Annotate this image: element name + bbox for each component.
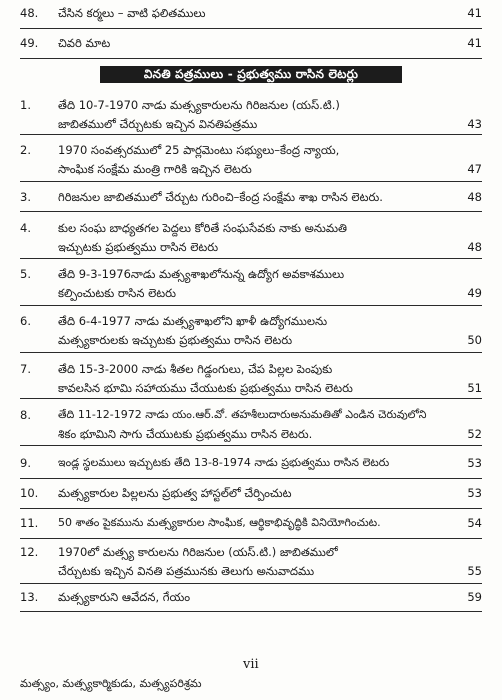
entry-title-line2: జాబితములో చేర్చుటకు ఇచ్చిన వినతిపత్రము bbox=[58, 117, 258, 131]
entry-number: 2. bbox=[20, 143, 31, 157]
entry-page: 49 bbox=[467, 286, 482, 300]
entry-title-line2: సాంఘిక సంక్షేమ మంత్రి గారికి ఇచ్చిన లెటరు bbox=[58, 162, 252, 176]
entry-title-line1: తేది 11-12-1972 నాడు యం.ఆర్.వో. తహశీలుదారుఅనుమతితో ఎండిన చెరువులోని bbox=[58, 408, 427, 421]
entry-page: 48 bbox=[467, 240, 482, 254]
divider bbox=[20, 611, 482, 612]
entry-title-line1: తేది 10-7-1970 నాడు మత్స్యకారులను గిరిజనుల (యస్.టి.) bbox=[58, 98, 340, 112]
entry-title-line1: తేది 15-3-2000 నాడు శీతల గిడ్డంగులు, చేప పిల్లల పెంపుకు bbox=[58, 362, 333, 376]
entry-title-line2: శికం భూమిని సాగు చేయుటకు ప్రభుత్వము రాసిన లెటరు. bbox=[58, 427, 313, 441]
entry-number: 7. bbox=[20, 362, 31, 376]
entry-page: 41 bbox=[467, 6, 482, 20]
entry-page: 41 bbox=[467, 36, 482, 50]
divider bbox=[20, 181, 482, 182]
divider bbox=[20, 28, 482, 29]
entry-number: 6. bbox=[20, 314, 31, 328]
entry-page: 47 bbox=[467, 162, 482, 176]
entry-page: 51 bbox=[467, 381, 482, 395]
entry-number: 13. bbox=[20, 590, 39, 604]
entry-page: 50 bbox=[467, 333, 482, 347]
page-number: vii bbox=[243, 657, 259, 672]
entry-number: 9. bbox=[20, 456, 31, 470]
entry-number: 4. bbox=[20, 221, 31, 235]
entry-page: 52 bbox=[467, 427, 482, 441]
entry-title: చివరి మాట bbox=[58, 36, 111, 50]
entry-page: 55 bbox=[467, 564, 482, 578]
divider bbox=[20, 583, 482, 584]
entry-page: 53 bbox=[467, 486, 482, 500]
entry-number: 48. bbox=[20, 6, 39, 20]
entry-title-line1: తేది 6-4-1977 నాడు మత్స్యశాఖలోని ఖాళీ ఉద్యోగములను bbox=[58, 314, 328, 328]
entry-page: 54 bbox=[467, 516, 482, 530]
entry-title-line2: చేర్చుటకు ఇచ్చిన వినతి పత్రమునకు తెలుగు అనువాదము bbox=[58, 564, 315, 578]
entry-number: 1. bbox=[20, 98, 31, 112]
entry-page: 43 bbox=[467, 117, 482, 131]
entry-number: 11. bbox=[20, 516, 39, 530]
entry-title-line1: 1970 సంవత్సరములో 25 పార్లమెంటు సభ్యులు–కేంద్ర న్యాయ, bbox=[58, 143, 340, 157]
divider bbox=[20, 398, 482, 399]
divider bbox=[20, 445, 482, 446]
divider bbox=[20, 258, 482, 259]
entry-page: 59 bbox=[467, 590, 482, 604]
entry-title: చేసిన కర్మలు – వాటి ఫలితములు bbox=[58, 6, 206, 20]
divider bbox=[20, 134, 482, 135]
entry-title-line1: మత్స్యకారుల పిల్లలను ప్రభుత్వ హాస్టల్‌లో చేర్పించుట bbox=[58, 486, 292, 500]
entry-title-line2: ఇచ్చుటకు ప్రభుత్వము రాసిన లెటరు bbox=[58, 240, 219, 254]
entry-title-line1: తేది 9-3-1976నాడు మత్స్యశాఖలోనున్న ఉద్యోగ అవకాశములు bbox=[58, 267, 345, 281]
entry-number: 3. bbox=[20, 190, 31, 204]
entry-number: 49. bbox=[20, 36, 39, 50]
divider bbox=[20, 352, 482, 353]
entry-title-line2: కావలసిన భూమి సహాయము చేయుటకు ప్రభుత్వము రాసిన లెటరు bbox=[58, 381, 353, 395]
divider bbox=[20, 58, 482, 59]
divider bbox=[20, 478, 482, 479]
divider bbox=[20, 508, 482, 509]
entry-number: 10. bbox=[20, 486, 39, 500]
entry-number: 5. bbox=[20, 267, 31, 281]
divider bbox=[20, 538, 482, 539]
entry-title-line1: గిరిజనుల జాబితములో చేర్చుట గురించి–కేంద్ర సంక్షేమ శాఖ రాసిన లెటరు. bbox=[58, 190, 383, 204]
entry-title-line2: కల్పించుటకు రాసిన లెటరు bbox=[58, 286, 176, 300]
section-title: వినతి పత్రములు - ప్రభుత్వము రాసిన లెటర్లు bbox=[100, 66, 402, 83]
entry-page: 48 bbox=[467, 190, 482, 204]
entry-title-line1: 1970లో మత్స్య కారులను గిరిజనుల (యస్.టి.) జాబితములో bbox=[58, 545, 338, 559]
divider bbox=[20, 211, 482, 212]
entry-page: 53 bbox=[467, 456, 482, 470]
entry-title-line2: మత్స్యకారులకు ఇచ్చుటకు ప్రభుత్వము రాసిన లెటరు bbox=[58, 333, 293, 347]
entry-title-line1: మత్స్యకారుని ఆవేదన, గేయం bbox=[58, 590, 191, 604]
entry-number: 8. bbox=[20, 408, 31, 422]
entry-title-line1: ఇండ్ల స్థలములు ఇచ్చుటకు తేది 13-8-1974 నాడు ప్రభుత్వము రాసిన లెటరు bbox=[58, 456, 390, 469]
entry-number: 12. bbox=[20, 545, 39, 559]
entry-title-line1: 50 శాతం పైకమును మత్స్యకారుల సాంఘిక, ఆర్థికాభివృద్ధికి వినియోగించుట. bbox=[58, 516, 381, 529]
running-footer-title: మత్స్యం, మత్స్యకార్మికుడు, మత్స్యపరిశ్రమ bbox=[20, 677, 202, 690]
divider bbox=[20, 305, 482, 306]
entry-title-line1: కుల సంఘ బాధ్యతగల పెద్దలు కోరితే సంఘసేవకు నాకు అనుమతి bbox=[58, 221, 348, 235]
